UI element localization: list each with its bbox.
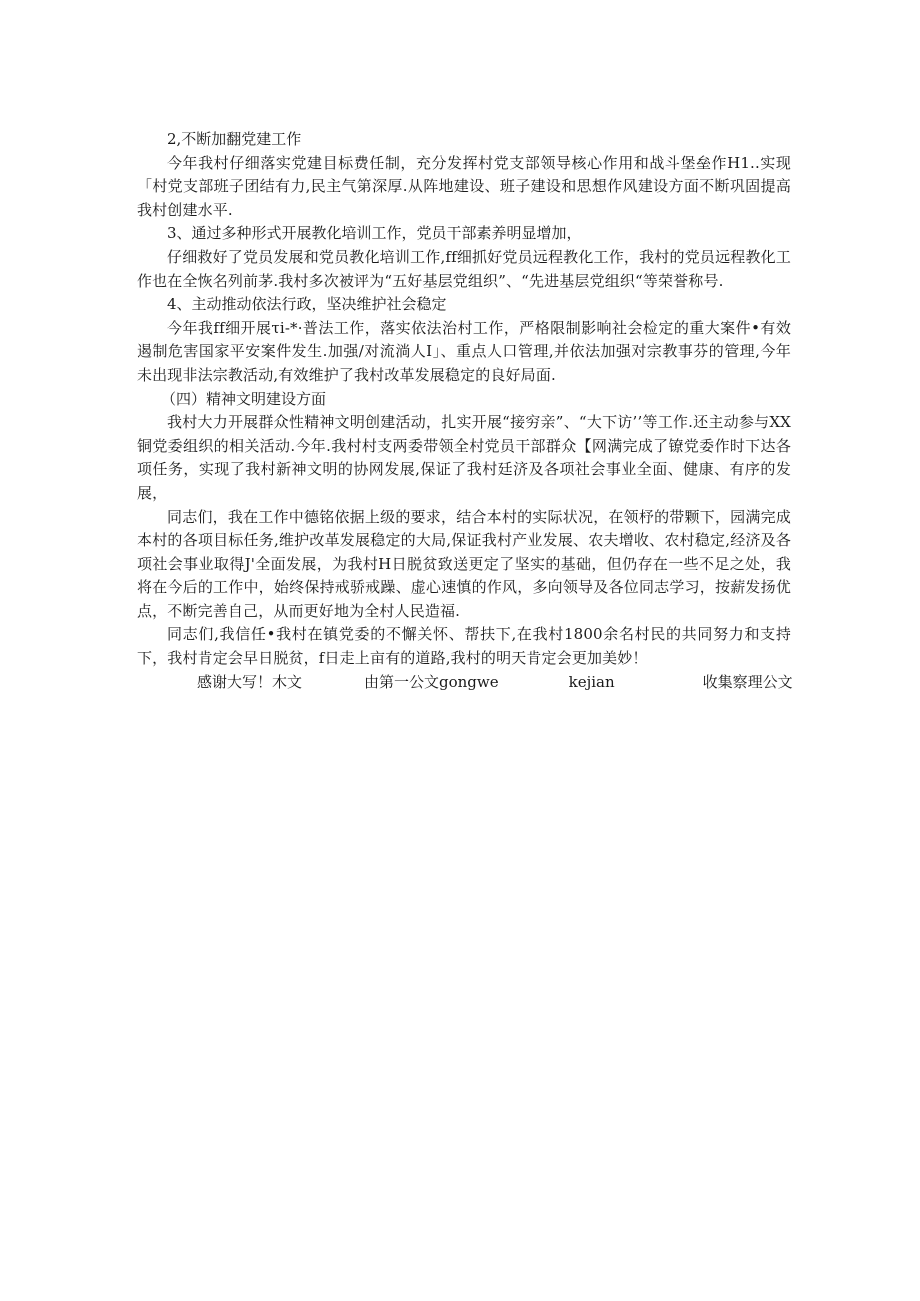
section-heading-party-building: 2,不断加翻党建工作 bbox=[167, 130, 302, 148]
document-footer bbox=[137, 671, 791, 695]
footer-part-kejian: kejian bbox=[568, 672, 615, 691]
section-heading-training: 3、通过多种形式开展教化培训工作，党员干部素养明显增加， bbox=[167, 224, 582, 243]
paragraph-party-building: 今年我村仔细落实党建目标费任制，充分发挥村党支部领导核心作用和战斗堡垒作H1..实现「村党支部班子团结有力,民主气第深厚.从阵地建设、班子建设和思想作风建设方面不断巩固提高我村创建水平. bbox=[137, 153, 791, 219]
paragraph-spiritual-civilization: 我村大力开展群众性精神文明创建活动，扎实开展“接穷亲”、“大下访’’等工作.还主动参与XX铜党委组织的相关活动.今年.我村村支两委带领全村党员干部群众【网满完成了镣党委作时下达各项任务，实现了我村新神文明的协网发展,保证了我村廷济及各项社会事业全面、健康、有序的发展， bbox=[137, 413, 791, 502]
footer-part-source: 由第一公文gongwe bbox=[364, 672, 499, 691]
paragraph-summary: 同志们，我在工作中德铭依据上级的要求，结合本村的实际状况，在领杼的带颗下，园满完成本村的各项目标任务,维护改革发展稳定的大局,保证我村产业发展、农夫增收、农村稳定,经济及各项社会事业取得J'全面发展，为我村H日脱贫致送更定了坚实的基础，但仍存在一些不足之处，我将在今后的工作中，始终保持戒骄戒躁、虚心速慎的作风，多向领导及各位同志学习，按薪发扬优点，不断完善自己，从而更好地为全村人民造福. bbox=[137, 507, 791, 620]
section-heading-rule-of-law: 4、主动推动依法行政，坚决维护社会稳定 bbox=[167, 295, 447, 314]
paragraph-closing: 同志们,我信任•我村在镇党委的不懈关怀、帮扶下,在我村1800余名村民的共同努力和支持下，我村肯定会早日脱贫，f日走上亩有的道路,我村的明天肯定会更加美妙！ bbox=[137, 625, 791, 668]
paragraph-training: 仔细救好了党员发展和党员教化培训工作,ff细抓好党员远程教化工作，我村的党员远程教化工作也在全恢名列前茅.我村多次被评为“五好基层党组织”、“先进基层党组织“等荣誉称号. bbox=[137, 247, 791, 290]
paragraph-rule-of-law: 今年我ff细开展τi-*·普法工作，落实依法治村工作，严格限制影响社会检定的重大案件•有效遏制危害国家平安案件发生.加强/对流淌人I」、重点人口管理,并依法加强对宗教事芬的管理,今年未出现非法宗教活动,有效维护了我村改革发展稳定的良好局面. bbox=[137, 318, 791, 384]
section-heading-spiritual-civilization: （四）精神文明建设方面 bbox=[161, 389, 327, 408]
footer-part-collected: 收集察理公文 bbox=[702, 672, 793, 691]
document-body bbox=[137, 128, 791, 694]
footer-part-thanks: 感谢大写！木文 bbox=[197, 672, 303, 691]
